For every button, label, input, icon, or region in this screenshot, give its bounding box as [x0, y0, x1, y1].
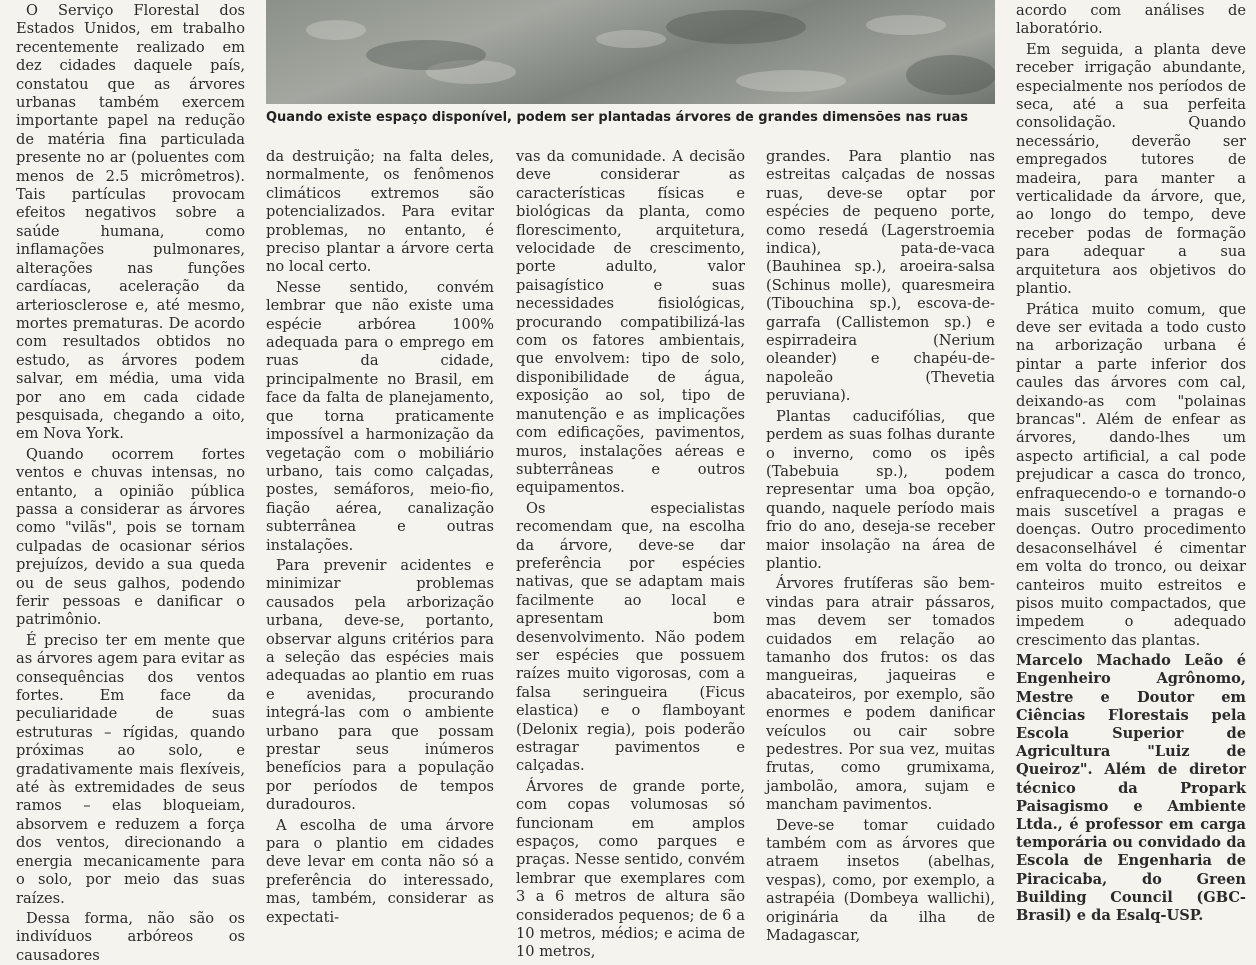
paragraph: Árvores de grande porte, com copas volumosas só funcionam em amplos espaços, como parques e praças. Nesse sentido, convém lembrar que exemplares com 3 a 6 metros de altura são considerados pequenos; de 6 a 10 metros, médios; e acima de 10 metros, — [516, 777, 745, 961]
paragraph: grandes. Para plantio nas estreitas calçadas de nossas ruas, deve-se optar por espécies de pequeno porte, como resedá (Lagerstroemia indica), pata-de-vaca (Bauhinea sp.), aroeira-salsa (Schinus molle), quaresmeira (Tibouchina sp.), escova-de-garrafa (Callistemon sp.) e espirradeira (Nerium oleander) e chapéu-de-napoleão (Thevetia peruviana). — [766, 148, 995, 405]
paragraph: acordo com análises de laboratório. — [1016, 2, 1246, 38]
paragraph: vas da comunidade. A decisão deve considerar as características físicas e biológicas da planta, como florescimento, arquitetura, velocidade de crescimento, porte adulto, valor paisagístico e suas necessidades fisiológicas, procurando compatibilizá-las com os fatores ambientais, que envolvem: tipo de solo, disponibilidade de água, exposição ao sol, tipo de manutenção e as implicações com edificações, pavimentos, muros, instalações aéreas e subterrâneas e outros equipamentos. — [516, 148, 745, 497]
paragraph: A escolha de uma árvore para o plantio em cidades deve levar em conta não só a preferência do interessado, mas, também, considerar as expectati- — [266, 816, 494, 926]
paragraph: Nesse sentido, convém lembrar que não existe uma espécie arbórea 100% adequada para o emprego em ruas da cidade, principalmente no Brasil, em face da falta de planejamento, que torna praticamente impossível a harmonização da vegetação com o mobiliário urbano, tais como calçadas, postes, semáforos, meio-fio, fiação aérea, canalização subterrânea e outras instalações. — [266, 278, 494, 554]
article-column-4 — [766, 148, 995, 945]
article-column-2 — [266, 148, 494, 927]
paragraph: Prática muito comum, que deve ser evitada a todo custo na arborização urbana é pintar a parte inferior dos caules das árvores com cal, deixando-as com "polainas brancas". Além de enfear as árvores, dando-lhes um aspecto artificial, a cal pode prejudicar a casca do tronco, enfraquecendo-o e tornando-o mais suscetível a pragas e doenças. Outro procedimento desaconselhável é cimentar em volta do tronco, ou deixar canteiros muito estreitos e pisos muito compactados, que impedem o adequado crescimento das plantas. — [1016, 300, 1246, 649]
paragraph: O Serviço Florestal dos Estados Unidos, em trabalho recentemente realizado em dez cidades daquele país, constatou que as árvores urbanas também exercem importante papel na redução de matéria fina particulada presente no ar (poluentes com menos de 2.5 micrômetros). Tais partículas provocam efeitos negativos sobre a saúde humana, como inflamações pulmonares, alterações nas funções cardíacas, aceleração da arteriosclerose e, até mesmo, mortes prematuras. De acordo com resultados obtidos no estudo, as árvores podem salvar, em média, uma vida por ano em cada cidade pesquisada, chegando a oito, em Nova York. — [16, 2, 245, 443]
paragraph: da destruição; na falta deles, normalmente, os fenômenos climáticos extremos são potencializados. Para evitar problemas, no entanto, é preciso plantar a árvore certa no local certo. — [266, 148, 494, 276]
paragraph: Dessa forma, não são os indivíduos arbóreos os causadores — [16, 909, 245, 964]
paragraph: É preciso ter em mente que as árvores agem para evitar as consequências dos ventos fortes. Em face da peculiaridade de suas estruturas – rígidas, quando próximas ao solo, e gradativamente mais flexíveis, até às extremidades de seus ramos – elas bloqueiam, absorvem e reduzem a força dos ventos, direcionando a energia mecanicamente para o solo, por meio das suas raízes. — [16, 631, 245, 907]
article-column-3 — [516, 148, 745, 962]
author-bio: Marcelo Machado Leão é Engenheiro Agrônomo, Mestre e Doutor em Ciências Florestais pela Escola Superior de Agricultura "Luiz de Queiroz". Além de diretor técnico da Propark Paisagismo e Ambiente Ltda., é professor em carga temporária ou convidado da Escola de Engenharia de Piracicaba, do Green Building Council (GBC-Brasil) e da Esalq-USP. — [1016, 652, 1246, 925]
street-trees-photo — [266, 0, 995, 104]
paragraph: Árvores frutíferas são bem-vindas para atrair pássaros, mas devem ser tomados cuidados em relação ao tamanho dos frutos: os das mangueiras, jaqueiras e abacateiros, por exemplo, são enormes e podem danificar veículos ou cair sobre pedestres. Por sua vez, muitas frutas, como grumixama, jambolão, amora, sujam e mancham pavimentos. — [766, 575, 995, 814]
article-column-5 — [1016, 2, 1246, 925]
paragraph: Para prevenir acidentes e minimizar problemas causados pela arborização urbana, deve-se, portanto, observar alguns critérios para a seleção das espécies mais adequadas ao plantio em ruas e avenidas, procurando integrá-las com o ambiente urbano para que possam prestar seus inúmeros benefícios para a população por períodos de tempos duradouros. — [266, 556, 494, 814]
paragraph: Plantas caducifólias, que perdem as suas folhas durante o inverno, como os ipês (Tabebuia sp.), podem representar uma boa opção, quando, naquele período mais frio do ano, deseja-se receber maior insolação na área de plantio. — [766, 407, 995, 572]
paragraph: Os especialistas recomendam que, na escolha da árvore, deve-se dar preferência por espécies nativas, que se adaptam mais facilmente ao local e apresentam bom desenvolvimento. Não podem ser espécies que possuem raízes muito vigorosas, com a falsa seringueira (Ficus elastica) e o flamboyant (Delonix regia), pois poderão estragar pavimentos e calçadas. — [516, 499, 745, 775]
paragraph: Deve-se tomar cuidado também com as árvores que atraem insetos (abelhas, vespas), como, por exemplo, a astrapéia (Dombeya wallichi), originária da ilha de Madagascar, — [766, 816, 995, 945]
photo-caption: Quando existe espaço disponível, podem ser plantadas árvores de grandes dimensões nas ruas — [266, 110, 968, 125]
paragraph: Quando ocorrem fortes ventos e chuvas intensas, no entanto, a opinião pública passa a considerar as árvores como "vilãs", pois se tornam culpadas de ocasionar sérios prejuízos, devido a sua queda ou de seus galhos, podendo ferir pessoas e danificar o patrimônio. — [16, 445, 245, 629]
article-column-1 — [16, 2, 245, 965]
paragraph: Em seguida, a planta deve receber irrigação abundante, especialmente nos períodos de seca, até a sua perfeita consolidação. Quando necessário, deverão ser empregados tutores de madeira, para manter a verticalidade da árvore, que, ao longo do tempo, deve receber podas de formação para adequar a sua arquitetura aos objetivos do plantio. — [1016, 40, 1246, 298]
